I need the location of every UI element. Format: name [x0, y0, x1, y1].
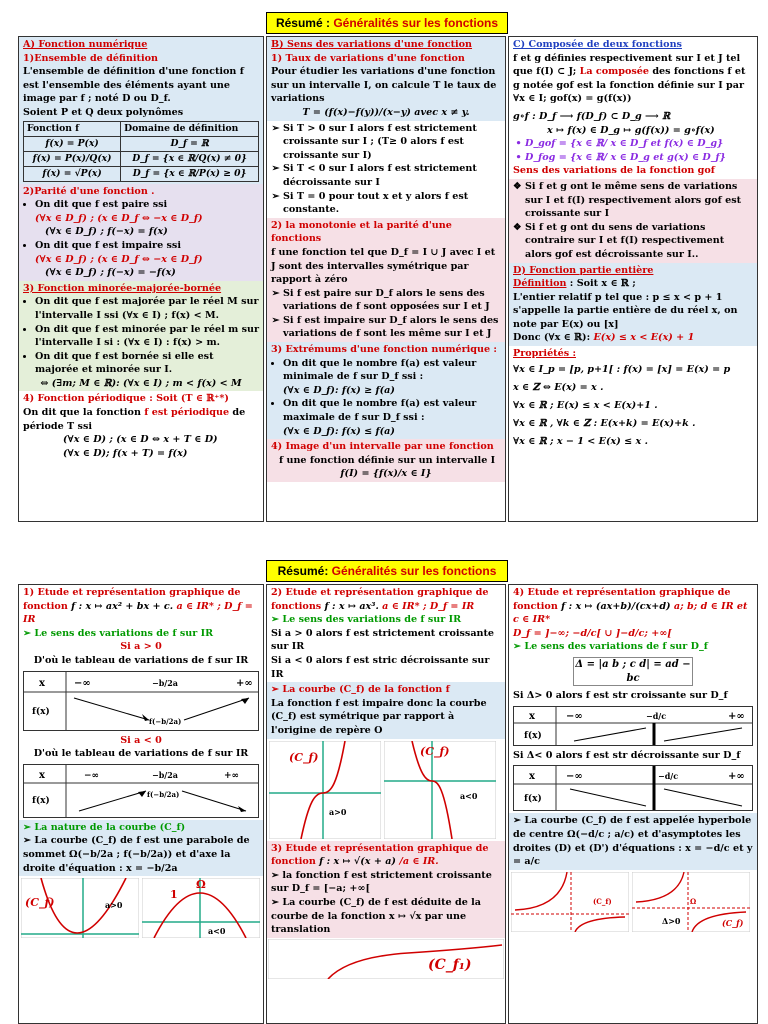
hyperbola-plot-1 — [511, 872, 629, 932]
title-prefix: Résumé : — [275, 16, 334, 30]
vt-mid: −d/c — [658, 771, 679, 782]
list-item: ➢ Si f est impaire sur D_f alors le sens des variations de f sont les même sur I et J — [283, 314, 501, 341]
vt-x-label: x — [529, 710, 535, 722]
sheet-2-title — [266, 560, 508, 582]
sqrt-formula: f : x ↦ √(x + a) — [315, 856, 400, 868]
title-prefix: Résumé: — [277, 564, 332, 578]
vt-x-label: x — [529, 771, 535, 783]
homographic-condition: a; b; d ∈ IR et c ∈ IR* — [513, 600, 748, 626]
subsection-b4-heading: 4) Image d'un intervalle par une fonction — [271, 441, 494, 453]
vt-mid: −b/2a — [152, 769, 178, 780]
section-periodic — [19, 391, 263, 461]
hyperbola-text-body: La courbe (C_f) de f est appelée hyperbole de centre Ω(−d/c ; a/c) et d'asymptotes les droites (D) et (D') d'équations : x = −d/c et y = a/c — [513, 815, 753, 868]
quadratic-sens-text: Le sens des variations de f sur IR — [34, 627, 214, 639]
section-properties — [509, 346, 757, 452]
homographic-heading — [513, 586, 753, 627]
rate-formula: T = (f(x)−f(y))/(x−y) avec x ≠ y. — [302, 106, 470, 118]
section-quadratic-neg — [19, 733, 263, 762]
property-2: x ∈ ℤ ⇔ E(x) = x . — [513, 381, 604, 393]
section-hyperbola — [509, 813, 757, 869]
composition-text — [513, 52, 753, 106]
vt-extremum: f(−b/2a) — [147, 789, 180, 799]
section-definition-set — [19, 37, 263, 184]
vt-fx-label: f(x) — [524, 730, 542, 741]
periodic-condition-2: (∀x ∈ D); f(x + T) = f(x) — [63, 447, 188, 459]
quadratic-condition: a ∈ IR* ; D_f = IR — [23, 600, 253, 626]
composition-diagram-2: x ↦ f(x) ∈ D_g ↦ g(f(x)) = g∘f(x) — [547, 124, 715, 136]
summary-sheet-2 — [18, 560, 756, 1024]
polynomial-note: Soient P et Q deux polynômes — [23, 106, 184, 118]
list-item — [35, 239, 259, 280]
arrow-up — [574, 728, 646, 741]
cubic-condition: a ∈ IR* ; D_f = IR — [382, 600, 475, 612]
property-3: ∀x ∈ ℝ ; E(x) ≤ x < E(x)+1 . — [513, 399, 658, 411]
arrow-up — [664, 728, 742, 741]
vt-fx-label: f(x) — [524, 794, 542, 805]
vt-minus-inf: −∞ — [74, 677, 91, 689]
composition-diagram-1: g∘f : D_f ⟶ f(D_f) ⊂ D_g ⟶ ℝ — [513, 110, 671, 122]
quadratic-heading — [23, 586, 259, 627]
subsection-b2-heading: 2) la monotonie et la parité d'une fonctions — [271, 219, 452, 245]
arrow-down — [182, 791, 246, 811]
table-cell: f(x) = P(x) — [24, 136, 121, 151]
nature-heading-text: La nature de la courbe (C_f) — [34, 821, 186, 833]
homographic-sens-text: Le sens des variations de f sur D_f — [524, 641, 708, 653]
delta-positive-label: Δ>0 — [662, 915, 681, 926]
cubic-case-positive: Si a > 0 alors f est strictement croissante sur IR — [271, 627, 495, 653]
monotony-text: f une fonction tel que D_f = I ∪ J avec I et J sont des intervalles symétrique par rapport à zéro — [271, 246, 496, 286]
variation-table-delta-positive — [513, 706, 753, 746]
vt-x-label: x — [39, 769, 45, 781]
list-item: ➢ Si T > 0 sur I alors f est strictement croissante sur I ; (T≥ 0 alors f est croissante sur I) — [283, 122, 501, 163]
vt-minus-inf: −∞ — [84, 770, 100, 781]
parabola-a-negative-plot — [142, 878, 260, 938]
list-item: ❖ Si f et g ont du sens de variations contraire sur I et f(I) respectivement alors gof est décroissante sur I.. — [525, 221, 753, 262]
table-cell: D_f = ℝ — [121, 136, 259, 151]
arrow-up — [184, 698, 249, 720]
sqrt-item-2: ➢ La courbe (C_f) de f est déduite de la courbe de la fonction x ↦ √x par une translation — [271, 896, 482, 936]
image-formula: f(I) = {f(x)/x ∈ I} — [340, 468, 432, 480]
list-item: ➢ Si T = 0 pour tout x et y alors f est constante. — [283, 190, 501, 217]
periodic-text-b: f est périodique — [144, 407, 230, 419]
homographic-formula: f : x ↦ (ax+b)/(cx+d) — [557, 600, 674, 612]
vt-plus-inf: +∞ — [236, 677, 253, 689]
case-delta-positive: Si Δ> 0 alors f est str croissante sur D_f — [513, 690, 728, 702]
table-cell: f(x) = P(x)/Q(x) — [24, 151, 121, 166]
subsection-b3-heading: 3) Extrémums d'une fonction numérique : — [271, 344, 497, 356]
sqrt-plot — [268, 939, 504, 979]
section-quadratic-head — [19, 585, 263, 669]
list-item: • On dit que f est minorée par le réel m sur l'intervalle I si : (∀x ∈ I) : f(x) > m. — [35, 323, 259, 350]
cubic-heading — [271, 586, 501, 613]
property-5: ∀x ∈ ℝ ; x − 1 < E(x) ≤ x . — [513, 435, 648, 447]
list-item: ➢ Si f est paire sur D_f alors le sens des variations de f sont opposées sur I et J — [283, 287, 501, 314]
sqrt-item-1-text: la fonction f est strictement croissante sur D_f = [−a; +∞[ — [271, 869, 492, 895]
section-b-heading: B) Sens des variations d'une fonction — [271, 39, 473, 50]
list-item: • D_gof = {x ∈ ℝ/ x ∈ D_f et f(x) ∈ D_g} — [525, 137, 753, 151]
arrow-head — [138, 791, 146, 797]
quadratic-formula: f : x ↦ ax² + bx + c. — [67, 600, 174, 612]
variation-table-title: D'où le tableau de variations de f sur IR — [33, 654, 249, 666]
periodic-condition-1: (∀x ∈ D) ; (x ∈ D ⇔ x + T ∈ D) — [63, 434, 218, 446]
a-positive-label: a>0 — [329, 806, 347, 817]
section-monotony-parity — [267, 218, 505, 342]
table-cell: D_f = {x ∈ ℝ/Q(x) ≠ 0} — [121, 151, 259, 166]
properties-heading: Propriétés : — [513, 348, 576, 360]
sheet-1-title — [266, 12, 508, 34]
section-c-heading: C) Composée de deux fonctions — [513, 39, 682, 50]
min-condition: (∀x ∈ D_f): f(x) ≥ f(a) — [283, 384, 395, 396]
variation-table-svg — [24, 672, 258, 730]
odd-condition-2: (∀x ∈ D_f) ; f(−x) = −f(x) — [45, 267, 176, 279]
unit-label: 1 — [170, 888, 178, 902]
curve-label: (C_f₁) — [428, 956, 472, 973]
curve-label: (C_f) — [593, 896, 612, 906]
column-homographic — [508, 584, 758, 1024]
omega-label: Ω — [690, 896, 697, 906]
section-composition-rules — [509, 179, 757, 263]
list-item — [35, 198, 259, 239]
list-item — [283, 397, 501, 438]
composition-text-c: des fonctions f et g notée gof est la fonction définie sur I par ∀x ∈ I; gof(x) = g(f(x)) — [513, 66, 746, 105]
integer-definition-line — [513, 277, 753, 291]
arrow-down — [570, 789, 646, 806]
omega-label: Ω — [196, 878, 207, 892]
vt-mid: −d/c — [646, 710, 667, 721]
cubic-heading-text: 2) Etude et représentation graphique de fonctions — [271, 587, 489, 612]
arrow-head — [241, 698, 249, 704]
column-variations — [266, 36, 506, 522]
case-delta-negative: Si Δ< 0 alors f est str décroissante sur D_f — [513, 749, 741, 761]
parabola-plots — [19, 876, 263, 938]
column-composition — [508, 36, 758, 522]
determinant-box: Δ = |a b ; c d| = ad − bc — [573, 657, 693, 686]
list-item: • D_fog = {x ∈ ℝ/ x ∈ D_g et g(x) ∈ D_f} — [525, 151, 753, 165]
section-parity — [19, 184, 263, 281]
cubic-sens-text: Le sens des variations de f sur IR — [282, 614, 462, 626]
list-item — [283, 357, 501, 398]
list-item: ❖ Si f et g ont le même sens de variations sur I et f(I) respectivement alors gof est croissante sur I — [525, 180, 753, 221]
property-4: ∀x ∈ ℝ , ∀k ∈ ℤ : E(x+k) = E(x)+k . — [513, 417, 696, 429]
section-rate-cases — [267, 121, 505, 218]
column-function-numeric — [18, 36, 264, 522]
arrow-down — [74, 698, 149, 720]
section-d-heading: D) Fonction partie entière — [513, 264, 654, 276]
cubic-a-positive-plot — [269, 741, 381, 839]
hyperbola-plots — [509, 870, 757, 934]
homographic-heading-text: 4) Etude et représentation graphique de fonction — [513, 587, 731, 612]
vt-mid: −b/2a — [152, 677, 178, 688]
section-a-heading: A) Fonction numérique — [23, 39, 148, 50]
case-a-negative: Si a < 0 — [120, 734, 162, 746]
domain-table — [23, 121, 259, 182]
definition-label: Définition — [513, 278, 567, 290]
variation-table-delta-negative — [513, 765, 753, 811]
periodic-text — [23, 406, 259, 433]
table-row — [24, 151, 259, 166]
variation-table-a-negative — [23, 764, 259, 818]
vt-minus-inf: −∞ — [566, 710, 583, 722]
variation-table-svg — [514, 707, 752, 745]
property-1: ∀x ∈ I_p = [p, p+1[ : f(x) = [x] = E(x) = p — [513, 363, 731, 375]
vt-minus-inf: −∞ — [566, 771, 583, 783]
subsection-b1-heading: 1) Taux de variations d'une fonction — [271, 52, 465, 64]
definition-value: : Soit x ∈ ℝ ; — [566, 278, 636, 290]
variation-table-title-2: D'où le tableau de variations de f sur IR — [33, 748, 249, 760]
integer-donc-line — [513, 331, 753, 345]
sqrt-item-2-text: La courbe (C_f) de f est déduite de la courbe de la fonction x ↦ √x par une translation — [271, 896, 482, 936]
a-negative-label: a<0 — [208, 926, 226, 937]
periodic-text-a: On dit que la fonction — [23, 407, 145, 419]
subsection-a1-heading: 1)Ensemble de définition — [23, 52, 158, 64]
homographic-domain: D_f = ]−∞; −d/c[ ∪ ]−d/c; +∞[ — [513, 627, 672, 639]
vt-plus-inf: +∞ — [728, 710, 745, 722]
variation-table-a-positive — [23, 671, 259, 731]
cubic-a-negative-plot — [384, 741, 496, 839]
max-text: On dit que le nombre f(a) est valeur maximale de f sur D_f ssi : — [283, 398, 477, 424]
periodic-text-c: de période T ssi — [23, 407, 246, 432]
image-text: f une fonction définie sur un intervalle I — [279, 454, 496, 466]
vt-extremum: f(−b/2a) — [149, 716, 182, 726]
cubic-curve-heading: ➢ La courbe (C_f) de la fonction f — [271, 684, 450, 696]
composition-text-a: f et g définies respectivement sur I et J tel que f(I) ⊂ J; — [513, 52, 741, 78]
column-cubic-sqrt — [266, 584, 506, 1024]
cubic-sens: ➢ Le sens des variations de f sur IR — [271, 614, 462, 626]
quadratic-sens: ➢ Le sens des variations de f sur IR — [23, 627, 214, 639]
composition-text-b: La composée — [576, 66, 649, 78]
arrow-down — [664, 789, 742, 806]
table-row — [24, 166, 259, 181]
table-cell: f(x) = √P(x) — [24, 166, 121, 181]
donc-formula: E(x) ≤ x < E(x) + 1 — [593, 332, 695, 344]
vt-plus-inf: +∞ — [728, 771, 745, 783]
cubic-formula: f : x ↦ ax³. — [321, 600, 383, 612]
list-item: • On dit que f est majorée par le réel M sur l'intervalle I ssi (∀x ∈ I) ; f(x) < M. — [35, 295, 259, 322]
list-item: • On dit que f est bornée si elle est majorée et minorée sur I. — [35, 350, 259, 377]
title-text: Généralités sur les fonctions — [333, 16, 499, 30]
hyperbola-text: ➢ La courbe (C_f) de f est appelée hyperbole de centre Ω(−d/c ; a/c) et d'asymptotes les droites (D) et (D') d'équations : x = −d/c et y = a/c — [513, 815, 753, 868]
subsection-a2-heading: 2)Parité d'une fonction . — [23, 185, 155, 197]
even-label: On dit que f est paire ssi — [35, 199, 168, 211]
cubic-case-negative: Si a < 0 alors f est stric décroissante sur IR — [271, 654, 490, 680]
parabola-a-positive-plot — [21, 878, 139, 938]
rate-text: Pour étudier les variations d'une fonction sur un intervalle I, on calcule T le taux de variations — [271, 66, 497, 105]
even-condition-1: (∀x ∈ D_f) ; (x ∈ D_f ⇔ −x ∈ D_f) — [35, 212, 203, 224]
a-positive-label: a>0 — [105, 900, 123, 911]
nature-text-body: La courbe (C_f) de f est une parabole de sommet Ω(−b/2a ; f(−b/2a)) et d'axe la droite d'équation : x = −b/2a — [23, 835, 250, 874]
sqrt-item-1: ➢ la fonction f est strictement croissante sur D_f = [−a; +∞[ — [271, 869, 492, 895]
curve-label: (C_f) — [289, 750, 319, 764]
max-condition: (∀x ∈ D_f): f(x) ≤ f(a) — [283, 425, 395, 437]
curve-label: (C_f) — [25, 896, 55, 910]
integer-definition-text: L'entier relatif p tel que : p ≤ x < p + 1 s'appelle la partie entière de du réel x, on note par E(x) ou [x] — [513, 291, 738, 330]
sqrt-heading — [271, 842, 501, 869]
section-extremums — [267, 342, 505, 439]
vt-fx-label: f(x) — [32, 706, 50, 717]
even-condition-2: (∀x ∈ D_f) ; f(−x) = f(x) — [45, 226, 168, 238]
vt-x-label: x — [39, 677, 45, 689]
bounded-condition: ⇔ (∃m; M ∈ ℝ): (∀x ∈ I) ; m < f(x) < M — [40, 377, 242, 389]
homographic-sens: ➢ Le sens des variations de f sur D_f — [513, 641, 708, 653]
curve-label: (C_f) — [420, 744, 450, 758]
subsection-a3-heading: 3) Fonction minorée-majorée-bornée — [23, 282, 222, 294]
definition-text: L'ensemble de définition d'une fonction f est l'ensemble des éléments ayant une image par f ; noté D ou D_f. — [23, 66, 244, 105]
title-text: Généralités sur les fonctions — [331, 564, 497, 578]
a-negative-label: a<0 — [460, 790, 478, 801]
section-integer-part — [509, 263, 757, 347]
section-bounded — [19, 281, 263, 392]
vt-fx-label: f(x) — [32, 795, 50, 806]
section-image-interval — [267, 439, 505, 482]
arrow-head — [142, 714, 149, 721]
cubic-curve-heading-text: La courbe (C_f) de la fonction f — [282, 684, 450, 696]
variation-table-svg — [24, 765, 258, 817]
composition-variation-heading: Sens des variations de la fonction gof — [513, 165, 715, 177]
vt-plus-inf: +∞ — [224, 770, 240, 781]
donc-label: Donc (∀x ∈ ℝ): — [513, 332, 594, 344]
odd-label: On dit que f est impaire ssi — [35, 239, 181, 251]
section-cubic-head — [267, 585, 505, 682]
table-header-cell: Domaine de définition — [121, 121, 259, 136]
hyperbola-plot-2 — [632, 872, 750, 932]
arrow-up — [79, 791, 146, 811]
nature-heading: ➢ La nature de la courbe (C_f) — [23, 821, 186, 833]
curve-label: (C_f) — [722, 917, 744, 928]
sqrt-condition: /a ∈ IR. — [399, 856, 439, 868]
section-sqrt — [267, 841, 505, 938]
summary-sheet-1 — [18, 12, 756, 522]
variation-table-svg — [514, 766, 752, 810]
quadratic-heading-text: 1) Etude et représentation graphique de fonction — [23, 587, 241, 612]
list-item: ➢ Si T < 0 sur I alors f est strictement décroissante sur I — [283, 162, 501, 189]
section-quadratic-nature — [19, 820, 263, 876]
table-cell: D_f = {x ∈ ℝ/P(x) ≥ 0} — [121, 166, 259, 181]
case-a-positive: Si a > 0 — [120, 641, 162, 653]
section-rate-of-change — [267, 37, 505, 121]
cubic-plots — [267, 739, 505, 841]
nature-text: ➢ La courbe (C_f) de f est une parabole de sommet Ω(−b/2a ; f(−b/2a)) et d'axe la droite d'équation : x = −b/2a — [23, 835, 250, 874]
table-header-row — [24, 121, 259, 136]
section-composition — [509, 37, 757, 179]
table-header-cell: Fonction f — [24, 121, 121, 136]
sqrt-heading-text: 3) Etude et représentation graphique de fonction — [271, 842, 489, 868]
column-quadratic — [18, 584, 264, 1024]
min-text: On dit que le nombre f(a) est valeur minimale de f sur D_f ssi : — [283, 357, 477, 383]
section-homographic-head — [509, 585, 757, 704]
subsection-a4-heading: 4) Fonction périodique : Soit (T ∈ ℝ⁺*) — [23, 393, 229, 405]
table-row — [24, 136, 259, 151]
odd-condition-1: (∀x ∈ D_f) ; (x ∈ D_f ⇔ −x ∈ D_f) — [35, 253, 203, 265]
cubic-curve-text: La fonction f est impaire donc la courbe (C_f) est symétrique par rapport à l'origine de repère O — [271, 697, 487, 736]
section-cubic-curve — [267, 682, 505, 738]
